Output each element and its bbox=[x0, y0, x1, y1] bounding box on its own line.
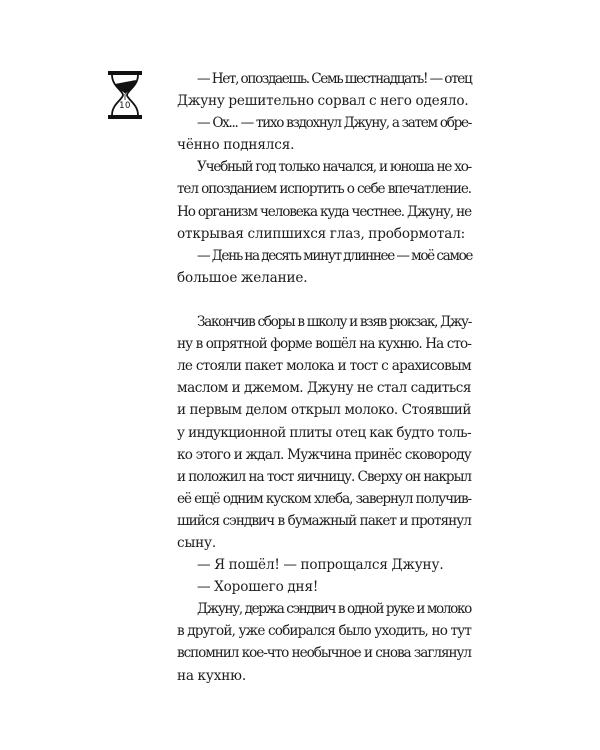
text-line: Но организм человека куда честнее. Джуну, не bbox=[177, 203, 471, 220]
text-line: вспомнил кое-что необычное и снова заглянул bbox=[177, 645, 471, 662]
text-line: — День на десять минут длиннее — моё самое bbox=[197, 247, 473, 264]
section-2 bbox=[157, 311, 471, 687]
text-line: — Ох... — тихо вздохнул Джуну, а затем обре- bbox=[197, 115, 471, 132]
page-number: 10 bbox=[119, 101, 131, 111]
paragraph bbox=[157, 112, 471, 156]
paragraph bbox=[157, 598, 471, 686]
text-line: маслом и джемом. Джуну не стал садиться bbox=[177, 380, 471, 397]
paragraph bbox=[157, 156, 471, 244]
text-line: Джуну решительно сорвал с него одеяло. bbox=[177, 93, 469, 110]
section-1 bbox=[157, 68, 471, 289]
text-line: открывая слипшихся глаз, пробормотал: bbox=[177, 225, 466, 242]
text-line: сыну. bbox=[177, 534, 217, 551]
paragraph bbox=[157, 576, 471, 598]
text-line: Учебный год только начался, и юноша не хо- bbox=[197, 159, 471, 176]
hourglass-icon bbox=[106, 70, 144, 120]
text-line: и первым делом открыл молоко. Стоявший bbox=[177, 402, 471, 419]
body-text bbox=[157, 68, 471, 687]
paragraph bbox=[157, 554, 471, 576]
paragraph bbox=[157, 311, 471, 554]
paragraph bbox=[157, 245, 471, 289]
text-line: Джуну, держа сэндвич в одной руке и молоко bbox=[197, 601, 471, 618]
text-line: и положил на тост яичницу. Сверху он накрыл bbox=[177, 468, 471, 485]
text-line: в другой, уже собирался было уходить, но тут bbox=[177, 623, 471, 640]
section-break bbox=[157, 289, 471, 311]
text-line: чённо поднялся. bbox=[177, 137, 295, 154]
text-line: у индукционной плиты отец как будто толь- bbox=[177, 424, 471, 441]
text-line: на кухню. bbox=[177, 667, 247, 684]
text-line: тел опозданием испортить о себе впечатление. bbox=[177, 181, 471, 198]
text-line: — Хорошего дня! bbox=[197, 579, 319, 596]
text-line: — Я пошёл! — попрощался Джуну. bbox=[197, 557, 444, 574]
text-line: ле стояли пакет молока и тост с арахисовым bbox=[177, 358, 471, 375]
text-line: шийся сэндвич в бумажный пакет и протянул bbox=[177, 512, 471, 529]
paragraph bbox=[157, 68, 471, 112]
text-line: ко этого и ждал. Мужчина принёс сковороду bbox=[177, 446, 471, 463]
page-number-marker bbox=[106, 70, 144, 120]
text-line: Закончив сборы в школу и взяв рюкзак, Джу- bbox=[197, 314, 471, 331]
text-line: — Нет, опоздаешь. Семь шестнадцать! — отец bbox=[197, 71, 472, 87]
text-line: большое желание. bbox=[177, 269, 308, 286]
text-line: её ещё одним куском хлеба, завернул получив- bbox=[177, 490, 471, 507]
text-line: ну в опрятной форме вошёл на кухню. На сто- bbox=[177, 336, 471, 353]
